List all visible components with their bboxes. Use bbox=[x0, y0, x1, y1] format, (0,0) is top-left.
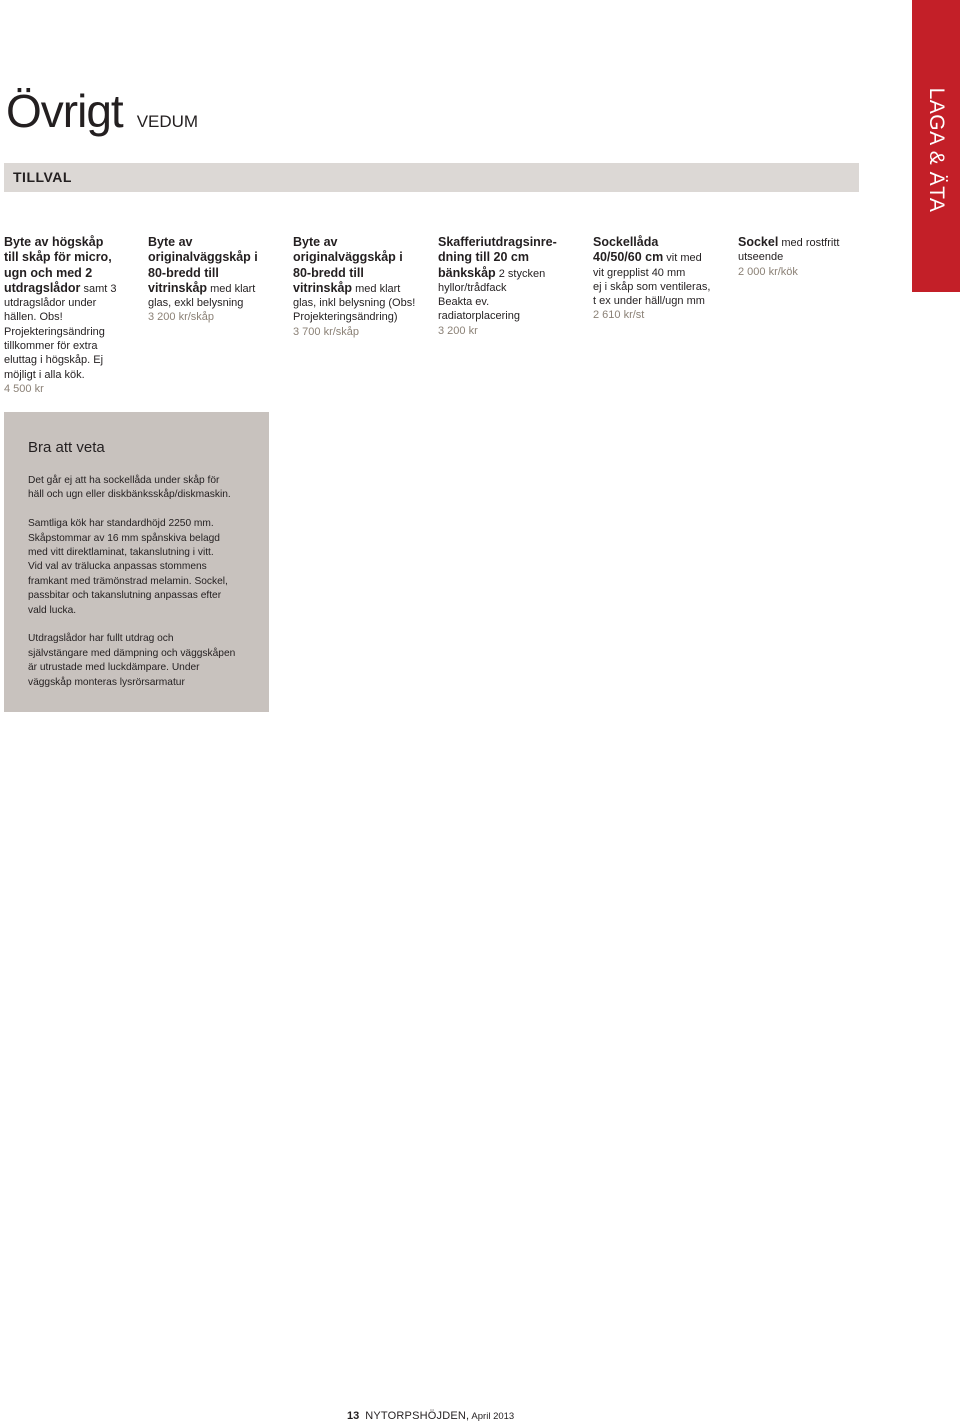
info-line: väggskåp monteras lysrörsarmatur bbox=[28, 676, 185, 688]
item-heading: Sockellåda bbox=[593, 235, 659, 249]
item-line bbox=[4, 368, 134, 382]
option-item-3 bbox=[293, 235, 428, 339]
item-line bbox=[148, 281, 283, 296]
item-line bbox=[438, 295, 578, 309]
item-line bbox=[293, 235, 428, 250]
item-line bbox=[4, 266, 134, 281]
item-line bbox=[4, 296, 134, 310]
item-text: med rostfritt bbox=[778, 237, 840, 249]
side-tab-label: LAGA & ÄTA bbox=[925, 87, 948, 213]
item-line bbox=[148, 235, 283, 250]
item-line bbox=[4, 382, 134, 396]
item-line bbox=[593, 266, 728, 280]
item-heading: Skafferiutdragsinre- bbox=[438, 235, 557, 249]
publication-date: April 2013 bbox=[469, 1411, 515, 1422]
item-text: möjligt i alla kök. bbox=[4, 368, 85, 381]
item-line bbox=[148, 310, 283, 324]
item-text: hyllor/trådfack bbox=[438, 281, 507, 294]
page-number: 13 bbox=[347, 1410, 360, 1422]
item-text: med klart bbox=[352, 282, 401, 295]
item-heading: utdragslådor bbox=[4, 280, 81, 295]
item-line bbox=[593, 250, 728, 265]
item-heading: 80-bredd till bbox=[148, 265, 219, 280]
item-line bbox=[438, 266, 578, 281]
item-text: radiatorplacering bbox=[438, 310, 520, 323]
item-line bbox=[4, 250, 134, 265]
item-line bbox=[148, 266, 283, 281]
item-heading: till skåp för micro, bbox=[4, 250, 112, 265]
info-line: Det går ej att ha sockellåda under skåp för bbox=[28, 475, 220, 486]
info-line: med vitt direktlaminat, takanslutning i vitt. bbox=[28, 547, 214, 559]
item-heading: vitrinskåp bbox=[293, 280, 353, 295]
info-box-body bbox=[28, 474, 256, 704]
info-paragraph bbox=[28, 517, 256, 618]
page-header bbox=[6, 84, 198, 138]
item-line bbox=[293, 266, 428, 281]
item-price: 3 700 kr/skåp bbox=[293, 325, 360, 338]
info-box bbox=[4, 412, 269, 712]
item-text: vit grepplist 40 mm bbox=[593, 266, 686, 279]
side-tab bbox=[912, 0, 960, 292]
section-label: TILLVAL bbox=[13, 169, 72, 185]
item-heading: ugn och med 2 bbox=[4, 265, 93, 280]
item-line bbox=[4, 281, 134, 296]
item-text: samt 3 bbox=[80, 282, 117, 295]
info-paragraph bbox=[28, 474, 256, 503]
section-bar-tillval bbox=[4, 163, 859, 192]
info-line: Samtliga kök har standardhöjd 2250 mm. bbox=[28, 518, 214, 530]
item-text: eluttag i högskåp. Ej bbox=[4, 354, 104, 367]
item-line bbox=[738, 250, 863, 264]
item-heading: Sockel bbox=[738, 235, 779, 249]
item-line bbox=[593, 235, 728, 250]
item-price: 2 610 kr/st bbox=[593, 309, 645, 322]
item-line bbox=[293, 325, 428, 339]
item-line bbox=[293, 310, 428, 324]
item-line bbox=[438, 250, 578, 265]
info-line: vald lucka. bbox=[28, 604, 77, 616]
item-price: 3 200 kr/skåp bbox=[148, 311, 215, 324]
page-footer bbox=[347, 1410, 514, 1422]
item-line bbox=[4, 235, 134, 250]
item-line bbox=[593, 294, 728, 308]
item-text: ej i skåp som ventileras, bbox=[593, 280, 711, 293]
item-price: 3 200 kr bbox=[438, 324, 478, 337]
item-line bbox=[148, 250, 283, 265]
item-heading: originalväggskåp i bbox=[148, 250, 258, 265]
info-paragraph bbox=[28, 632, 256, 690]
page-subtitle: VEDUM bbox=[136, 112, 199, 131]
option-item-1 bbox=[4, 235, 134, 396]
item-line bbox=[4, 310, 134, 324]
info-line: Skåpstommar av 16 mm spånskiva belagd bbox=[28, 532, 220, 544]
option-item-2 bbox=[148, 235, 283, 325]
item-heading: vitrinskåp bbox=[148, 280, 208, 295]
item-text: med klart bbox=[207, 282, 256, 295]
option-item-4 bbox=[438, 235, 578, 338]
item-text: hällen. Obs! bbox=[4, 311, 63, 324]
item-heading: dning till 20 cm bbox=[438, 250, 529, 265]
item-line bbox=[148, 296, 283, 310]
item-text: glas, inkl belysning (Obs! bbox=[293, 297, 416, 310]
info-line: häll och ugn eller diskbänksskåp/diskmaskin. bbox=[28, 489, 231, 501]
option-item-5 bbox=[593, 235, 728, 323]
item-line bbox=[593, 280, 728, 294]
item-line bbox=[438, 235, 578, 250]
item-text: Projekteringsändring) bbox=[293, 311, 398, 324]
item-text: vit med bbox=[663, 252, 702, 265]
option-item-6 bbox=[738, 235, 863, 279]
publication-name: NYTORPSHÖJDEN, bbox=[365, 1410, 470, 1422]
item-text: 2 stycken bbox=[495, 267, 546, 280]
item-price: 2 000 kr/kök bbox=[738, 265, 798, 278]
item-text: tillkommer för extra bbox=[4, 340, 98, 353]
item-line bbox=[293, 281, 428, 296]
item-heading: Byte av bbox=[293, 235, 338, 249]
item-heading: 80-bredd till bbox=[293, 265, 364, 280]
item-heading: originalväggskåp i bbox=[293, 250, 403, 265]
info-line: Vid val av trälucka anpassas stommens bbox=[28, 561, 207, 573]
item-line bbox=[438, 281, 578, 295]
page-title: Övrigt bbox=[6, 85, 123, 137]
item-line bbox=[4, 325, 134, 339]
item-text: Beakta ev. bbox=[438, 296, 490, 309]
item-line bbox=[4, 353, 134, 367]
item-text: t ex under häll/ugn mm bbox=[593, 295, 705, 308]
item-text: utdragslådor under bbox=[4, 297, 97, 310]
item-text: glas, exkl belysning bbox=[148, 297, 244, 310]
item-line bbox=[738, 235, 863, 250]
item-line bbox=[293, 250, 428, 265]
item-line bbox=[438, 324, 578, 338]
item-text: Projekteringsändring bbox=[4, 325, 105, 338]
info-line: passbitar och takanslutning anpassas efter bbox=[28, 590, 222, 602]
info-line: Utdragslådor har fullt utdrag och bbox=[28, 633, 174, 645]
item-heading: 40/50/60 cm bbox=[593, 250, 664, 265]
item-line bbox=[738, 265, 863, 279]
item-line bbox=[438, 309, 578, 323]
info-line: framkant med trämönstrad melamin. Sockel, bbox=[28, 575, 228, 587]
item-price: 4 500 kr bbox=[4, 382, 44, 395]
item-line bbox=[593, 308, 728, 322]
item-line bbox=[4, 339, 134, 353]
item-heading: Byte av bbox=[148, 235, 193, 249]
item-heading: bänkskåp bbox=[438, 265, 496, 280]
item-text: utseende bbox=[738, 251, 784, 264]
info-line: är utrustade med luckdämpare. Under bbox=[28, 662, 200, 674]
item-line bbox=[293, 296, 428, 310]
item-heading: Byte av högskåp bbox=[4, 235, 104, 249]
info-box-title: Bra att veta bbox=[28, 439, 105, 456]
info-line: självstängare med dämpning och väggskåpen bbox=[28, 647, 236, 659]
